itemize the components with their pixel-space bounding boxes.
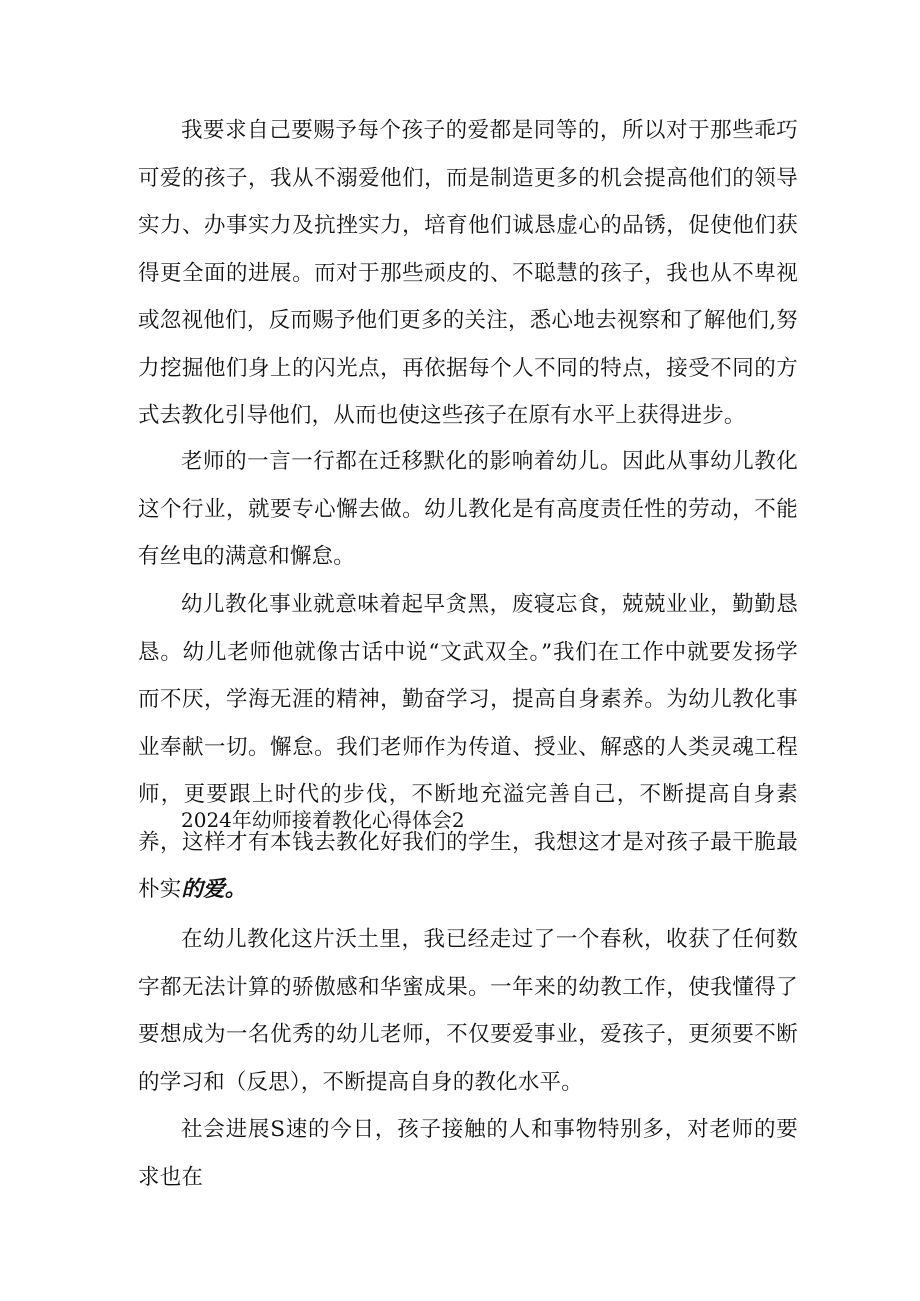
paragraph-society-progress: 社会进展S速的今日，孩子接触的人和事物特别多，对老师的要求也在 [138, 1117, 798, 1190]
paragraph-love-equally: 我要求自己要赐予每个孩子的爱都是同等的，所以对于那些乖巧可爱的孩子，我从不溺爱他们，而是制造更多的机会提高他们的领导实力、办事实力及抗挫实力，培育他们诚恳虚心的品锈，促使他们获得更全面的进展。而对于那些顽皮的、不聪慧的孩子，我也从不卑视或忽视他们，反而赐予他们更多的关注，悉心地去视察和了解他们,努力挖掘他们身上的闪光点，再依据每个人不同的特点，接受不同的方式去教化引导他们，从而也使这些孩子在原有水平上获得进步。 [138, 118, 798, 428]
paragraph-teacher-influence: 老师的一言一行都在迁移默化的影响着幼儿。因此从事幼儿教化这个行业，就要专心懈去做。幼儿教化是有高度责任性的劳动，不能有丝电的满意和懈怠。 [138, 449, 798, 569]
paragraph-dedication [138, 581, 798, 914]
paragraph-dedication-text: 幼儿教化事业就意味着起早贪黑，废寝忘食，兢兢业业，勤勤恳恳。幼儿老师他就像古话中说“文武双全。”我们在工作中就要发扬学而不厌，学海无涯的精神，勤奋学习，提高自身素养。为幼儿教化事业奉献一切。懈怠。我们老师作为传道、授业、解惑的人类灵魂工程师，更要跟上时代的步伐，不断地充溢完善自己，不断提高自身素养，这样才有本钱去教化好我们的学生，我想这才是对孩子最干脆最朴实 [138, 592, 798, 902]
emphasis-love: 的爱。 [181, 877, 247, 902]
paragraph-one-year-reflection: 在幼儿教化这片沃土里，我已经走过了一个春秋，收获了任何数字都无法计算的骄傲感和华蜜成果。一年来的幼教工作，使我懂得了要想成为一名优秀的幼儿老师，不仅要爱事业，爱孩子，更须要不断的学习和（反思），不断提高自身的教化水平。 [138, 927, 798, 1095]
section-heading: 2024年幼师接着教化心得体会2 [181, 808, 465, 832]
